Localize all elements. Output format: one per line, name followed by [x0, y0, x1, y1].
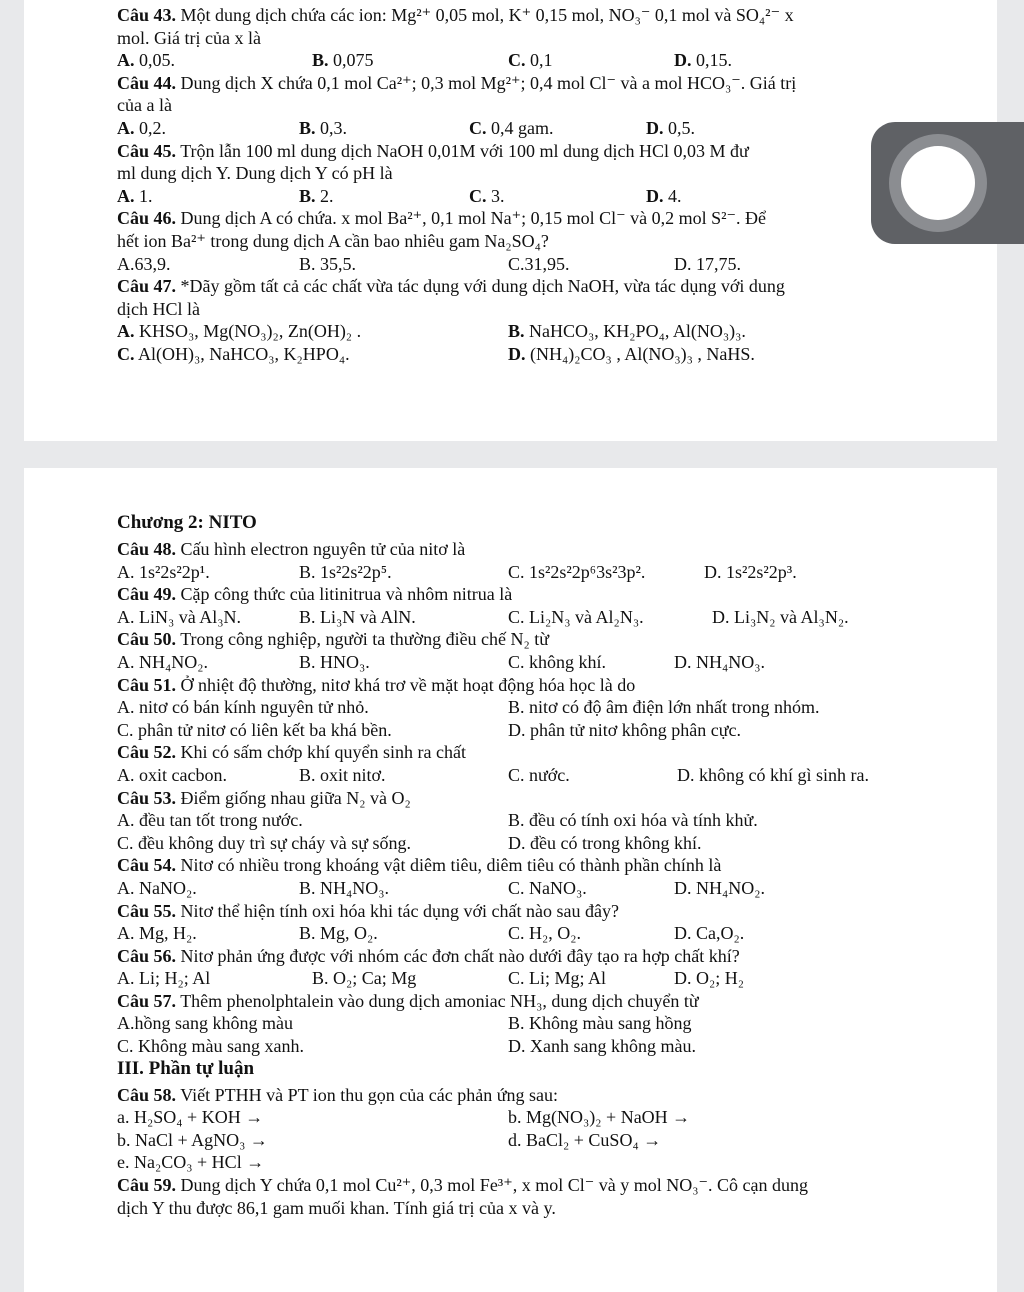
answer-option-text: A. 1s²2s²2p¹.: [117, 561, 210, 582]
answer-option-text: A. nitơ có bán kính nguyên tử nhỏ.: [117, 697, 369, 718]
answer-option-text: D. 1s²2s²2p³.: [704, 561, 797, 582]
answer-option-text: D. NH₄NO₂.: [674, 877, 766, 898]
answer-option-letter: B.: [508, 321, 525, 342]
answer-option-text: D. Ca,O₂.: [674, 923, 745, 944]
question-line: [117, 990, 957, 1013]
answer-option-text: A. Mg, H₂.: [117, 923, 197, 944]
page-2-content: [117, 512, 957, 1219]
answer-option-text: B. NH₄NO₃.: [299, 877, 390, 898]
answer-option: [117, 832, 411, 855]
question-text: Cấu hình electron nguyên tử của nitơ là: [176, 539, 466, 559]
page-1-content: [117, 4, 957, 366]
question-number: Câu 45.: [117, 140, 177, 161]
answer-option-text: A.63,9.: [117, 253, 171, 274]
answer-option: [299, 877, 389, 900]
answer-option-text: 0,2.: [134, 117, 166, 138]
answer-options-row: [117, 696, 957, 719]
answer-option-text: B. nitơ có độ âm điện lớn nhất trong nhóm.: [508, 697, 820, 718]
answer-option: [508, 343, 755, 366]
answer-option: [508, 651, 606, 674]
question-line: [117, 207, 957, 230]
answer-option: [117, 117, 166, 140]
question-text-continued: dịch HCl là: [117, 298, 200, 319]
answer-option-text: D. 17,75.: [674, 253, 741, 274]
answer-option: [117, 764, 227, 787]
answer-option-letter: B.: [299, 185, 316, 206]
answer-option-text: B. O₂; Ca; Mg: [312, 968, 417, 989]
question-text: Viết PTHH và PT ion thu gọn của các phản ứng sau:: [176, 1084, 558, 1105]
answer-options-row: [117, 320, 957, 343]
answer-option: [508, 1012, 692, 1035]
answer-option: [117, 1035, 304, 1058]
answer-option-text: B. 1s²2s²2p⁵.: [299, 561, 392, 582]
answer-options-row: [117, 1012, 957, 1035]
question-text: Cặp công thức của litinitrua và nhôm nitrua là: [176, 584, 513, 605]
question-line: [117, 854, 957, 877]
answer-option: [508, 877, 587, 900]
answer-option-text: C. Li₂N₃ và Al₂N₃.: [508, 606, 644, 627]
answer-options-row: [117, 719, 957, 742]
answer-option-text: a. H₂SO₄ + KOH →: [117, 1107, 264, 1128]
answer-option-text: 0,15.: [691, 50, 732, 71]
answer-option: [312, 967, 416, 990]
answer-option: [508, 967, 606, 990]
answer-option: [117, 606, 241, 629]
answer-option-text: C. không khí.: [508, 651, 607, 672]
answer-option: [674, 253, 741, 276]
answer-option-text: B. đều có tính oxi hóa và tính khử.: [508, 810, 758, 831]
page-card-2: [24, 468, 997, 1292]
answer-option-text: C. Li; Mg; Al: [508, 968, 607, 989]
question-text: Điểm giống nhau giữa N₂ và O₂: [176, 787, 411, 808]
answer-option-text: A. đều tan tốt trong nước.: [117, 810, 303, 831]
question-text: Dung dịch Y chứa 0,1 mol Cu²⁺, 0,3 mol Fe³⁺, x mol Cl⁻ và y mol NO₃⁻. Cô cạn dung: [176, 1175, 808, 1196]
question-line: [117, 741, 957, 764]
answer-option-text: B. HNO₃.: [299, 651, 370, 672]
answer-option-letter: D.: [674, 50, 692, 71]
answer-option-text: C. đều không duy trì sự cháy và sự sống.: [117, 832, 411, 853]
answer-option-text: C. H₂, O₂.: [508, 923, 582, 944]
section-heading: Chương 2: NITO: [117, 512, 257, 533]
answer-options-row: [117, 253, 957, 276]
answer-option: [508, 764, 570, 787]
answer-options-row: [117, 651, 957, 674]
answer-option-text: 1.: [134, 185, 153, 206]
question-text-continued: của a là: [117, 95, 172, 116]
question-line: [117, 945, 957, 968]
answer-option: [117, 561, 210, 584]
toggle-ring-icon[interactable]: [889, 134, 987, 232]
answer-option: [299, 185, 334, 208]
answer-option-text: D. NH₄NO₃.: [674, 651, 766, 672]
answer-option-letter: C.: [469, 185, 487, 206]
answer-option: [508, 809, 758, 832]
answer-option: [508, 606, 644, 629]
answer-option: [674, 877, 765, 900]
answer-option-text: 0,3.: [315, 117, 348, 138]
answer-option: [117, 967, 210, 990]
answer-option-text: 3.: [486, 185, 505, 206]
answer-options-row: [117, 561, 957, 584]
question-number: Câu 43.: [117, 5, 177, 25]
answer-option: [299, 922, 378, 945]
answer-option: [299, 606, 416, 629]
answer-option: [508, 1106, 690, 1129]
answer-option: [508, 320, 746, 343]
answer-options-row: [117, 922, 957, 945]
answer-option-text: KHSO₃, Mg(NO₃)₂, Zn(OH)₂ .: [134, 321, 362, 342]
question-number: Câu 55.: [117, 900, 177, 921]
answer-options-row: [117, 1151, 957, 1174]
answer-option-text: b. Mg(NO₃)₂ + NaOH →: [508, 1107, 691, 1128]
answer-option-text: D. không có khí gì sinh ra.: [677, 764, 869, 785]
answer-option-letter: D.: [646, 185, 664, 206]
answer-option: [299, 117, 347, 140]
answer-options-row: [117, 606, 957, 629]
answer-options-row: [117, 49, 957, 72]
answer-option-letter: D.: [508, 343, 526, 364]
question-line: [117, 1084, 957, 1107]
answer-option: [117, 651, 208, 674]
answer-option-text: b. NaCl + AgNO₃ →: [117, 1129, 268, 1150]
answer-option: [117, 696, 369, 719]
answer-option: [117, 253, 171, 276]
page-card-1: [24, 0, 997, 441]
question-line: [117, 674, 957, 697]
answer-option: [508, 49, 553, 72]
answer-option: [299, 651, 370, 674]
answer-option: [677, 764, 869, 787]
answer-options-row: [117, 1106, 957, 1129]
answer-option-text: 0,075: [328, 50, 374, 71]
answer-option: [312, 49, 374, 72]
question-text: Nitơ thể hiện tính oxi hóa khi tác dụng với chất nào sau đây?: [176, 900, 619, 921]
floating-toggle-button[interactable]: [871, 122, 1024, 244]
answer-option-letter: C.: [117, 343, 135, 364]
answer-option-text: A. NaNO₂.: [117, 877, 197, 898]
answer-option: [704, 561, 797, 584]
answer-option-letter: B.: [299, 117, 316, 138]
answer-option-text: D. Xanh sang không màu.: [508, 1036, 696, 1057]
answer-option-text: A.hồng sang không màu: [117, 1013, 293, 1034]
answer-option: [117, 1106, 263, 1129]
answer-option-letter: A.: [117, 50, 135, 71]
question-number: Câu 59.: [117, 1175, 177, 1196]
answer-option: [508, 1129, 661, 1152]
answer-option: [117, 809, 303, 832]
question-text-continued: hết ion Ba²⁺ trong dung dịch A cần bao nhiêu gam Na₂SO₄?: [117, 230, 549, 251]
answer-option: [508, 696, 820, 719]
answer-option: [508, 922, 581, 945]
question-line: [117, 538, 957, 561]
question-text-continued: ml dung dịch Y. Dung dịch Y có pH là: [117, 163, 393, 184]
answer-options-row: [117, 877, 957, 900]
answer-options-row: [117, 1035, 957, 1058]
answer-option-text: C. phân tử nitơ có liên kết ba khá bền.: [117, 719, 392, 740]
question-text-continued: mol. Giá trị của x là: [117, 27, 261, 48]
answer-option-letter: B.: [312, 50, 329, 71]
answer-option-text: 2.: [315, 185, 334, 206]
answer-option-letter: C.: [469, 117, 487, 138]
question-number: Câu 44.: [117, 72, 177, 93]
answer-option-text: 4.: [663, 185, 682, 206]
answer-option: [508, 719, 741, 742]
question-number: Câu 57.: [117, 990, 177, 1011]
answer-option: [117, 719, 392, 742]
question-text: Dung dịch X chứa 0,1 mol Ca²⁺; 0,3 mol Mg²⁺; 0,4 mol Cl⁻ và a mol HCO₃⁻. Giá trị: [176, 72, 797, 93]
question-number: Câu 54.: [117, 855, 177, 876]
question-number: Câu 49.: [117, 584, 177, 605]
answer-option-text: B. 35,5.: [299, 253, 357, 274]
answer-option: [469, 185, 505, 208]
question-line: [117, 628, 957, 651]
answer-option-text: 0,4 gam.: [486, 117, 554, 138]
answer-option-text: B. Không màu sang hồng: [508, 1013, 692, 1034]
answer-option-text: C. Không màu sang xanh.: [117, 1036, 304, 1057]
question-number: Câu 51.: [117, 674, 177, 695]
answer-option: [117, 49, 175, 72]
answer-option: [674, 651, 765, 674]
answer-option-letter: A.: [117, 117, 135, 138]
toggle-dot-icon: [901, 146, 975, 220]
answer-option: [646, 185, 682, 208]
answer-option: [674, 922, 744, 945]
answer-option: [508, 832, 701, 855]
answer-option: [117, 877, 197, 900]
question-text: Trộn lẫn 100 ml dung dịch NaOH 0,01M với 100 ml dung dịch HCl 0,03 M đư: [176, 140, 749, 161]
answer-option: [117, 1129, 268, 1152]
question-line: [117, 787, 957, 810]
question-text: Ở nhiệt độ thường, nitơ khá trơ về mặt hoạt động hóa học là do: [176, 674, 636, 695]
question-text: *Dãy gồm tất cả các chất vừa tác dụng với dung dịch NaOH, vừa tác dụng với dung: [176, 276, 785, 297]
section-heading: III. Phần tự luận: [117, 1057, 255, 1079]
answer-option-letter: C.: [508, 50, 526, 71]
answer-option-text: C.31,95.: [508, 253, 570, 274]
answer-option-text: A. Li; H₂; Al: [117, 968, 211, 989]
answer-option: [508, 1035, 696, 1058]
question-number: Câu 56.: [117, 945, 177, 966]
answer-option-text: A. oxit cacbon.: [117, 764, 227, 785]
question-line: [117, 72, 957, 95]
question-line: [117, 583, 957, 606]
answer-option: [117, 185, 153, 208]
answer-option: [299, 764, 386, 787]
answer-option-text: 0,1: [525, 50, 553, 71]
answer-option-text: B. Mg, O₂.: [299, 923, 378, 944]
question-text-continued: dịch Y thu được 86,1 gam muối khan. Tính giá trị của x và y.: [117, 1197, 556, 1218]
answer-option-letter: A.: [117, 185, 135, 206]
answer-options-row: [117, 185, 957, 208]
question-number: Câu 50.: [117, 629, 177, 650]
answer-option: [508, 561, 645, 584]
answer-option-text: C. 1s²2s²2p⁶3s²3p².: [508, 561, 646, 582]
question-text: Dung dịch A có chứa. x mol Ba²⁺, 0,1 mol Na⁺; 0,15 mol Cl⁻ và 0,2 mol S²⁻. Để: [176, 208, 767, 229]
answer-option-text: D. O₂; H₂: [674, 968, 745, 989]
answer-option: [117, 343, 350, 366]
question-number: Câu 53.: [117, 787, 177, 808]
answer-option-text: 0,5.: [663, 117, 695, 138]
answer-option-text: A. NH₄NO₂.: [117, 651, 209, 672]
answer-option: [646, 117, 695, 140]
question-line: [117, 275, 957, 298]
question-text: Nitơ có nhiều trong khoáng vật diêm tiêu, diêm tiêu có thành phần chính là: [176, 855, 722, 876]
answer-option-text: (NH₄)₂CO₃ , Al(NO₃)₃ , NaHS.: [525, 343, 755, 364]
answer-option-text: C. nước.: [508, 764, 570, 785]
answer-option: [674, 49, 732, 72]
answer-option-text: A. LiN₃ và Al₃N.: [117, 606, 242, 627]
answer-option: [117, 320, 361, 343]
answer-options-row: [117, 832, 957, 855]
answer-options-row: [117, 809, 957, 832]
question-line: [117, 4, 957, 27]
answer-option: [299, 253, 356, 276]
answer-options-row: [117, 967, 957, 990]
answer-option: [117, 1151, 264, 1174]
answer-option: [469, 117, 554, 140]
question-text: Một dung dịch chứa các ion: Mg²⁺ 0,05 mol, K⁺ 0,15 mol, NO₃⁻ 0,1 mol và SO₄²⁻ x: [176, 5, 794, 25]
question-line: [117, 140, 957, 163]
answer-option-text: B. oxit nitơ.: [299, 764, 386, 785]
question-number: Câu 46.: [117, 208, 177, 229]
answer-option-text: d. BaCl₂ + CuSO₄ →: [508, 1129, 662, 1150]
question-text: Thêm phenolphtalein vào dung dịch amoniac NH₃, dung dịch chuyển từ: [176, 990, 699, 1011]
answer-option: [117, 1012, 293, 1035]
answer-options-row: [117, 343, 957, 366]
answer-option-letter: D.: [646, 117, 664, 138]
answer-option-text: 0,05.: [134, 50, 175, 71]
answer-options-row: [117, 1129, 957, 1152]
answer-option-text: D. Li₃N₂ và Al₃N₂.: [712, 606, 849, 627]
question-number: Câu 52.: [117, 742, 177, 763]
question-text: Khi có sấm chớp khí quyển sinh ra chất: [176, 742, 466, 763]
answer-option-text: Al(OH)₃, NaHCO₃, K₂HPO₄.: [134, 343, 350, 364]
answer-option-text: C. NaNO₃.: [508, 877, 587, 898]
answer-option: [508, 253, 570, 276]
answer-option-letter: A.: [117, 321, 135, 342]
answer-option: [674, 967, 744, 990]
answer-option-text: NaHCO₃, KH₂PO₄, Al(NO₃)₃.: [524, 321, 746, 342]
answer-option: [712, 606, 849, 629]
answer-option-text: e. Na₂CO₃ + HCl →: [117, 1152, 265, 1173]
question-line: [117, 1174, 957, 1197]
question-line: [117, 900, 957, 923]
question-number: Câu 48.: [117, 539, 177, 559]
answer-option-text: B. Li₃N và AlN.: [299, 606, 416, 627]
answer-options-row: [117, 764, 957, 787]
question-text: Nitơ phản ứng được với nhóm các đơn chất nào dưới đây tạo ra hợp chất khí?: [176, 945, 740, 966]
answer-option-text: D. phân tử nitơ không phân cực.: [508, 719, 741, 740]
question-text: Trong công nghiệp, người ta thường điều chế N₂ từ: [176, 629, 550, 650]
answer-option: [117, 922, 197, 945]
question-number: Câu 47.: [117, 276, 177, 297]
answer-option-text: D. đều có trong không khí.: [508, 832, 702, 853]
question-number: Câu 58.: [117, 1084, 177, 1105]
answer-option: [299, 561, 392, 584]
answer-options-row: [117, 117, 957, 140]
